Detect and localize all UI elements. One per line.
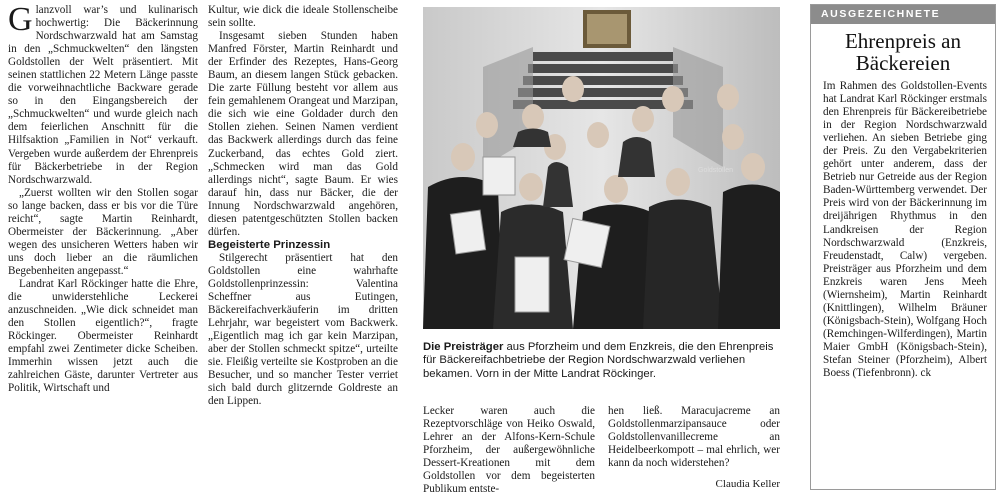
article-column-1 — [8, 1, 198, 395]
author-byline: Claudia Keller — [715, 477, 780, 490]
paragraph: Kultur, wie dick die ideale Stollenscheibe sein sollte. — [208, 4, 398, 30]
group-photo — [423, 7, 780, 329]
article-column-2 — [208, 4, 398, 408]
sidebar-box — [810, 4, 996, 490]
continuation-right: hen ließ. Maracujacreme an Goldstollenmarzipansauce oder Goldstollenvanillecreme an Heidelbeerkompott – mal ehrlich, wer kann da noch widerstehen? Claudia Keller — [608, 405, 780, 490]
caption-text: aus Pforzheim und dem Enzkreis, die den Ehrenpreis für Bäckereifachbetriebe der Region Nordschwarzwald verliehen bekamen. Vorn in der Mitte Landrat Röckinger. — [423, 341, 774, 380]
paragraph: Insgesamt sieben Stunden haben Manfred Förster, Martin Reinhardt und der Erfinder des Rezeptes, Hans-Georg Baum, an diesem langen Stück gebacken. Die zarte Füllung besteht vor allem aus fein gemahlenem Orangeat und Marzipan, die sich wie eine Goldader durch den Stollen ziehen. Seinen Namen verdient das Backwerk allerdings durch das feine Zuckerband, das echtes Gold ziert. „Schmecken wird man das Gold allerdings nicht“, sagte Baum. Er wies darauf hin, dass nur Bäcker, die der Innung Nordschwarzwald angehören, diesen patentgeschützten Stollen backen dürfen. — [208, 30, 398, 238]
paragraph: „Zuerst wollten wir den Stollen sogar so lange backen, dass er bis vor die Türe reicht“, sagte Martin Reinhardt, Obermeister der Bäckerinnung. „Aber wegen des unsicheren Wetters haben wir uns doch lieber an die räumlichen Begebenheiten angepasst.“ — [8, 186, 198, 277]
placard-text: Goldstollen — [698, 167, 734, 174]
lead-paragraph: Glanzvoll war’s und kulinarisch hochwertig: Die Bäckerinnung Nordschwarzwald hat am Samstag in den „Schmuckwelten“ den längsten Goldstollen der Welt präsentiert. Mit seinen stattlichen 22 Metern Länge passte die vorweihnachtliche Backware gerade so in den Eingangsbereich der „Schmuckwelten“ und wurde gleich nach dem feierlichen Anschnitt für die Hilfsaktion „Familien in Not“ verkauft. Vergeben wurde außerdem der Ehrenpreis für Bäckerbetriebe in der Region Nordschwarzwald. — [8, 1, 198, 186]
paragraph: Stilgerecht präsentiert hat den Goldstollen eine wahrhafte Goldstollenprinzessin: Valentina Scheffner aus Eutingen, Bäckereifachverkäuferin im dritten Lehrjahr, war begeistert vom Backwerk. „Eigentlich mag ich gar kein Marzipan, aber der Stollen schmeckt spitze“, urteilte sie. Fleißig verteilte sie Kostproben an die Besucher, und so mancher Tester verriet sich bald durch glitzernde Goldreste an den Lippen. — [208, 251, 398, 408]
drop-cap: G — [8, 1, 33, 38]
paragraph: Landrat Karl Röckinger hatte die Ehre, die unwiderstehliche Leckerei anzuschneiden. „Wie dick schneidet man den Stollen eigentlich?“, fragte Röckinger. Obermeister Reinhardt empfahl zwei Zentimeter dicke Scheiben. Immerhin wissen jetzt auch die zahlreichen Gäste, darunter Vertreter aus Politik, Wirtschaft und — [8, 277, 198, 395]
photo-caption — [423, 341, 780, 381]
subheading: Begeisterte Prinzessin — [208, 238, 331, 251]
sidebar-title: Ehrenpreis an Bäckereien — [844, 29, 962, 75]
continuation-left: Lecker waren auch die Rezeptvorschläge von Heiko Oswald, Lehrer an der Alfons-Kern-Schule Pforzheim, der außergewöhnliche Dessert-Kreationen mit dem Goldstollen vor dem begeisterten Publikum entste- — [423, 405, 595, 496]
caption-bold-lead: Die Preisträger — [423, 341, 504, 353]
photo-illustration — [423, 7, 780, 329]
sidebar-body: Im Rahmen des Goldstollen-Events hat Landrat Karl Röckinger erstmals den Ehrenpreis für Bäckereibetriebe in der Region Nordschwarzwald verliehen. An sieben Betriebe ging der Preis. Zu den Vergabekriterien gehört unter anderem, dass der Betrieb nur Getreide aus der Region Baden-Württemberg verwendet. Der Preis wird von der Bäckerinnung im dreijährigen Rhythmus in den Landkreisen der Region Nordschwarzwald (Enzkreis, Freudenstadt, Calw) vergeben. Preisträger aus Pforzheim und dem Enzkreis waren Jens Meeh (Wiernsheim), Martin Reinhardt (Knittlingen), Wilhelm Bräuner (Königsbach-Stein), Wolfgang Hoch (Remchingen-Wilferdingen), Martin Maier GmbH (Königsbach-Stein), Stefan Steiner (Pforzheim), Albert Boess (Tiefenbronn). ck — [823, 80, 987, 380]
sidebar-kicker: AUSGEZEICHNETE — [811, 5, 995, 24]
sidebar-signature: ck — [920, 367, 932, 380]
